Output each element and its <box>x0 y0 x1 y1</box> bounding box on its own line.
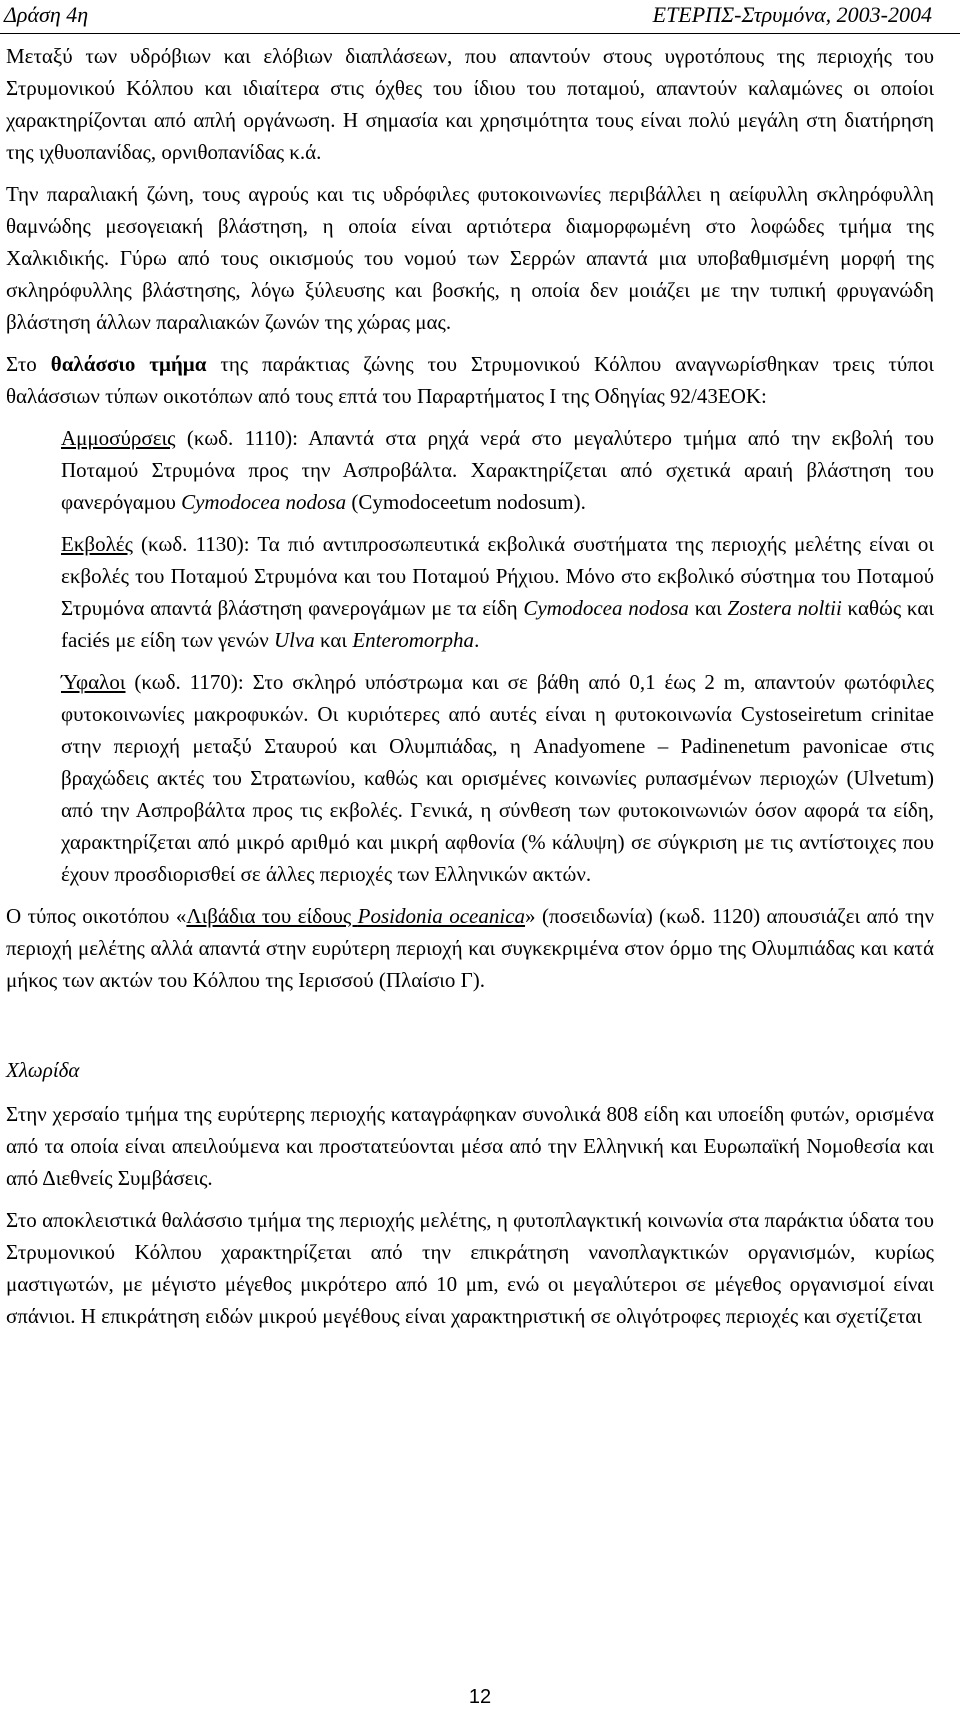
genus-name: Ulva <box>273 628 315 652</box>
connector-text: και <box>688 596 728 620</box>
species-name: Posidonia oceanica <box>357 904 526 928</box>
paragraph-terrestrial-flora: Στην χερσαίο τμήμα της ευρύτερης περιοχής καταγράφηκαν συνολικά 808 είδη και υποείδη φυτών, ορισμένα από τα οποία είναι απειλούμενα και προστατεύονται μέσα από την Ελληνική και Ευρωπαϊκή Νομοθεσία και από Διεθνείς Συμβάσεις. <box>6 1102 934 1190</box>
species-name: Cymodocea nodosa <box>523 596 689 620</box>
paragraph-phytoplankton: Στο αποκλειστικά θαλάσσιο τμήμα της περιοχής μελέτης, η φυτοπλαγκτική κοινωνία στα παράκτια ύδατα του Στρυμονικού Κόλπου χαρακτηρίζεται από την επικράτηση νανοπλαγκτικών οργανισμών, κυρίως μαστιγωτών, με μέγιστο μέγεθος μικρότερο από 10 μm, ενώ οι μεγαλύτεροι σε μέγεθος οργανισμοί είναι σπάνιοι. Η επικράτηση ειδών μικρού μεγέθους είναι χαρακτηριστική σε ολιγότροφες περιοχές και σχετίζεται <box>6 1208 934 1328</box>
habitat-estuaries-text: (κωδ. 1130): Τα πιό αντιπροσωπευτικά εκβολικά συστήματα της περιοχής μελέτης είναι οι εκβολές του Ποταμού Στρυμόνα και του Ποταμού Ρήχιου. Μόνο στο εκβολικό σύστημα του Ποταμού Στρυμόνα απαντά βλάστηση φανερογάμων με τα είδη <box>61 532 934 620</box>
genus-name: Enteromorpha <box>352 628 475 652</box>
habitat-sandbanks-text-end: (Cymodoceetum nodosum). <box>346 490 586 514</box>
page-number: 12 <box>468 1686 492 1708</box>
posidonia-habitat-label: Λιβάδια του είδους <box>186 904 358 928</box>
paragraph-reed-beds: Μεταξύ των υδρόβιων και ελόβιων διαπλάσεων, που απαντούν στους υγροτόπους της περιοχής του Στρυμονικού Κόλπου και ιδιαίτερα στις όχθες του ίδιου του ποταμού, απαντούν καλαμώνες οι οποίοι χαρακτηρίζονται από απλή οργάνωση. Η σημασία και χρησιμότητα τους είναι πολύ μεγάλη στη διατήρηση της ιχθυοπανίδας, ορνιθοπανίδας κ.ά. <box>6 44 934 164</box>
paragraph-marine-section <box>6 348 934 412</box>
habitat-sandbanks-term: Αμμοσύρσεις <box>61 426 176 450</box>
paragraph-posidonia <box>6 900 934 996</box>
header-rule <box>0 33 960 34</box>
marine-section-term: θαλάσσιο τμήμα <box>50 352 207 376</box>
section-title-flora: Χλωρίδα <box>6 1058 80 1082</box>
connector-text: και <box>314 628 353 652</box>
habitat-estuaries <box>61 528 934 656</box>
marine-intro-rest: της παράκτιας ζώνης του Στρυμονικού Κόλπου αναγνωρίσθηκαν τρεις τύποι θαλάσσιων τύπων οικοτόπων από τους επτά του Παραρτήματος Ι της Οδηγίας 92/43ΕΟΚ: <box>6 352 934 408</box>
header-right-text: ΕΤΕΡΠΣ-Στρυμόνα, 2003-2004 <box>652 2 932 27</box>
species-name: Zostera noltii <box>727 596 842 620</box>
posidonia-habitat-name <box>186 904 525 928</box>
posidonia-text-end: » (ποσειδωνία) (κωδ. 1120) απουσιάζει από την περιοχή μελέτης αλλά απαντά στην ευρύτερη περιοχή και συγκεκριμένα στον όρμο της Ολυμπιάδας και κατά μήκος των ακτών του Κόλπου της Ιερισσού (Πλαίσιο Γ). <box>6 904 934 992</box>
habitat-sandbanks-text: (κωδ. 1110): Απαντά στα ρηχά νερά στο μεγαλύτερο τμήμα από την εκβολή του Ποταμού Στρυμόνα προς την Ασπροβάλτα. Χαρακτηρίζεται από σχετικά αραιή βλάστηση του φανερόγαμου <box>61 426 934 514</box>
paragraph-coastal-vegetation: Την παραλιακή ζώνη, τους αγρούς και τις υδρόφιλες φυτοκοινωνίες περιβάλλει η αείφυλλη σκληρόφυλλη θαμνώδης μεσογειακή βλάστηση, η οποία είναι αρτιότερα διαμορφωμένη στο λοφώδες τμήμα της Χαλκιδικής. Γύρω από τους οικισμούς του νομού των Σερρών απαντά μια υποβαθμισμένη μορφή της σκληρόφυλλης βλάστησης, λόγω ξύλευσης και βοσκής, η οποία δεν μοιάζει με την τυπική φρυγανώδη βλάστηση άλλων παραλιακών ζωνών της χώρας μας. <box>6 182 934 334</box>
habitat-sandbanks <box>61 422 934 518</box>
document-body <box>6 40 934 1342</box>
habitat-reefs-term: Ύφαλοι <box>61 670 126 694</box>
posidonia-text-start: Ο τύπος οικοτόπου « <box>6 904 187 928</box>
connector-text: καθώς και faciés με είδη των γενών <box>61 596 934 652</box>
species-name: Cymodocea nodosa <box>181 490 347 514</box>
page-header <box>0 0 960 32</box>
sentence-end: . <box>474 628 480 652</box>
header-left-text: Δράση 4η <box>4 2 89 27</box>
habitat-reefs <box>61 666 934 890</box>
marine-intro-text: Στο <box>6 352 51 376</box>
habitat-estuaries-term: Εκβολές <box>61 532 133 556</box>
habitat-reefs-text: (κωδ. 1170): Στο σκληρό υπόστρωμα και σε βάθη από 0,1 έως 2 m, απαντούν φωτόφιλες φυτοκοινωνίες μακροφυκών. Οι κυριότερες από αυτές είναι η φυτοκοινωνία Cystoseiretum crinitae στην περιοχή μεταξύ Σταυρού και Ολυμπιάδας, η Anadyomene – Padinenetum pavonicae στις βραχώδεις ακτές του Στρατωνίου, καθώς και ορισμένες κοινωνίες ρυπασμένων περιοχών (Ulvetum) από την Ασπροβάλτα προς τις εκβολές. Γενικά, η σύνθεση των φυτοκοινωνιών όσον αφορά τα είδη, χαρακτηρίζεται από μικρό αριθμό και μικρή αφθονία (% κάλυψη) σε σύγκριση με τις αντίστοιχες που έχουν προσδιορισθεί σε άλλες περιοχές των Ελληνικών ακτών. <box>61 670 934 886</box>
